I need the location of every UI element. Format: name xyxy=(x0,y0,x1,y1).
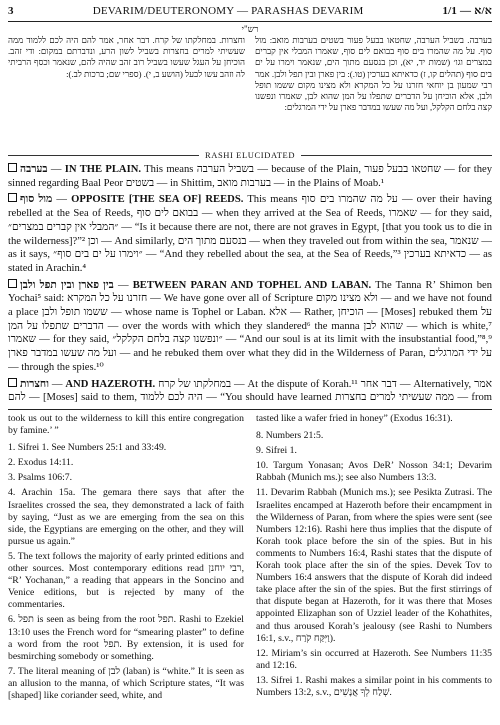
divider-line-right xyxy=(301,155,492,156)
footnote: 1. Sifrei 1. See Numbers 25:1 and 33:49. xyxy=(8,442,167,454)
footnote: 5. The text follows the majority of early printed editions and other sources. Most contemporary editions read רבי יוחנן, “R’ Yochanan,” a reading that appears in the Soncino and Venice editions, but is rejected by many of the commentaries. xyxy=(8,550,244,611)
entry-marker-icon xyxy=(8,193,17,202)
hebrew-column-right: בערבה. בשביל הערבה, שחטאו בבעל פעור בשטים בערבות מואב: מול סוף. על מה שהמרו בים סוף בבואם לים סוף, שאמרו המבלי אין קברים במצרים וגו׳ (שמות יד, יא), וכן בנסעם מתוך הים, שנאמר וימרו על ים בים סוף (תהלים קו, ז) כדאיתא בערכין (טו.): בין פארן ובין תפל ולבן. אמר רבי שמעון בן יוחאי חזרנו על כל המקרא ולא מצינו מקום ששמו תופל ולבן, אלא הוכיחן על הדברים שתפלו על המן שהוא לבן, שאמרו ונפשנו קצה בלחם הקלקל, ועל מה שעשו במדבר פארן על ידי המרגלים: xyxy=(255,35,492,113)
rashi-entry: בין פארן ובין תפל ולבן — BETWEEN PARAN AND TOPHEL AND LABAN. The Tanna R’ Shimon ben Yochai⁵ said: חזרנו על כל המקרא — We have gone over all of Scripture ולא מצינו מקום — and we have not found a place ששמו תופל ולבן — whose name is Tophel or Laban. אלא — Rather, הוכיחן — [Moses] rebuked them על הדברים שתפלו על המן — over the words with which they slandered⁶ the manna שהוא לבן — which is white,⁷ שאמרו — for they said, ״ונפשנו קצה בלחם הקלקל״ — “And our soul is at its limit with the insubstantial food,”⁸,⁹ ועל מה שעשו במדבר פארן — and he rebuked them over what they did in the Wilderness of Paran, על ידי המרגלים — through the spies.¹⁰ xyxy=(8,279,492,373)
footnote: 8. Numbers 21:5. xyxy=(256,430,324,442)
footnotes-divider xyxy=(8,409,492,410)
footnote: took us out to the wilderness to kill this entire congregation by famine.’ ” xyxy=(8,413,244,437)
entry-hebrew-lemma: מול סוף xyxy=(20,194,53,206)
header-divider xyxy=(8,21,492,22)
footnotes-column-right xyxy=(256,413,492,721)
page-number: 3 xyxy=(8,5,14,17)
entry-hebrew-lemma: בין פארן ובין תפל ולבן xyxy=(20,279,114,291)
book-title: DEVARIM/DEUTERONOMY — PARASHAS DEVARIM xyxy=(92,5,364,17)
footnotes xyxy=(8,413,492,721)
footnote: 12. Miriam’s sin occurred at Hazeroth. See Numbers 11:35 and 12:16. xyxy=(256,647,492,671)
entry-lemma: BETWEEN PARAN AND TOPHEL AND LABAN. xyxy=(132,279,372,291)
hebrew-rashi-text xyxy=(8,35,492,149)
footnote: 9. Sifrei 1. xyxy=(256,445,297,457)
entry-body: The Tanna R’ Shimon ben Yochai⁵ said: חזרנו על כל המקרא — We have gone over all of Scripture ולא מצינו מקום — and we have not found a place ששמו תופל ולבן — whose name is Tophel or Laban. אלא — Rather, הוכיחן — [Moses] rebuked them על הדברים שתפלו על המן — over the words with which they slandered⁶ the manna שהוא לבן — which is white,⁷ שאמרו — for they said, ״ונפשנו קצה בלחם הקלקל״ — “And our soul is at its limit with the insubstantial food,”⁸,⁹ ועל מה שעשו במדבר פארן — and he rebuked them over what they did in the Wilderness of Paran, על ידי המרגלים — through the spies.¹⁰ xyxy=(8,279,492,373)
entry-lemma: IN THE PLAIN. xyxy=(64,164,142,175)
rashi-entry: בערבה — IN THE PLAIN. This means בשביל הערבה — because of the Plain, שחטאו בבעל פעור — for they sinned regarding Baal Peor בשטים — in Shittim, בערבות מואב — in the Plains of Moab.¹ xyxy=(8,164,492,189)
elucidated-divider xyxy=(8,149,492,161)
entry-hebrew-lemma: בערבה xyxy=(20,164,48,175)
footnote: tasted like a wafer fried in honey” (Exodus 16:31). xyxy=(256,413,453,424)
entry-marker-icon xyxy=(8,279,17,288)
entry-lemma: AND HAZEROTH. xyxy=(65,378,156,390)
elucidated-label: RASHI ELUCIDATED xyxy=(204,150,296,160)
chapter-verse: 1/1 — א/א xyxy=(442,5,492,17)
footnote: 4. Arachin 15a. The gemara there says that after the Israelites crossed the sea, they demonstrated a lack of faith by saying, “Just as we are emerging from the sea on this side, the Egyptians are emerging on the other, and they will pursue us again.” xyxy=(8,487,244,547)
running-header xyxy=(8,5,492,19)
entry-body: במחלקתו של קרח — At the dispute of Korah.¹¹ דבר אחר — Alternatively, אמר להם — [Moses] said to them, היה לכם ללמוד — “You should have learned ממה שעשיתי למרים בחצרות — from xyxy=(8,378,492,403)
entry-lemma: OPPOSITE [THE SEA OF] REEDS. xyxy=(71,194,244,206)
entry-marker-icon xyxy=(8,378,17,387)
rashi-heading: רש"י xyxy=(241,24,259,34)
entry-hebrew-lemma: וחצרות xyxy=(20,378,49,390)
footnotes-column-left xyxy=(8,413,244,721)
hebrew-column-left: וחצרות. במחלקתו של קרח. דבר אחר, אמר להם היה לכם ללמוד ממה שעשיתי למרים בחצרות בשביל לשון הרע, ונדברתם במקום: ודי זהב. הוכיחן על העגל שעשו בשביל רוב זהב שהיה להם, שנאמר וכסף הרביתי לה וזהב עשו לבעל (הושע ב, י). (ספרי שם; ברכות לב.): xyxy=(8,35,245,79)
footnote: 2. Exodus 14:11. xyxy=(8,457,74,469)
rashi-entry: מול סוף — OPPOSITE [THE SEA OF] REEDS. This means על מה שהמרו בים סוף — over their having rebelled at the Sea of Reeds, בבואם לים סוף — when they arrived at the Sea of Reeds, שאמרו — for they said, ״המבלי אין קברים במצרים״ — “Is it because there are not, there are not graves in Egypt, [that you took us to die in the wilderness]?”² וכן — And similarly, בנסעם מתוך הים — when they traveled out from within the sea, שנאמר — as it says, ״וימרו על ים בים סוף״ — “And they rebelled about the sea, at the Sea of Reeds,”³ כדאיתא בערכין — as stated in Arachin.⁴ xyxy=(8,194,492,274)
footnote: 3. Psalms 106:7. xyxy=(8,472,73,484)
divider-line-left xyxy=(8,155,199,156)
english-elucidation xyxy=(8,163,492,403)
footnote: 6. תפל is seen as being from the root תפל. Rashi to Ezekiel 13:10 uses the French word for “smearing plaster” to define a word from the root תפל. By extension, it is used for besmirching somebody or something. xyxy=(8,614,244,662)
footnote: 10. Targum Yonasan; Avos DeR’ Nosson 34:1; Devarim Rabbah (Munich ms.); see also Numbers 13:3. xyxy=(256,460,492,484)
rashi-entry: וחצרות — AND HAZEROTH. במחלקתו של קרח — At the dispute of Korah.¹¹ דבר אחר — Alternatively, אמר להם — [Moses] said to them, היה לכם ללמוד — “You should have learned ממה שעשיתי למרים בחצרות — from xyxy=(8,378,492,403)
footnote: 7. The literal meaning of לבן (laban) is “white.” It is seen as an allusion to the manna, of which Scripture states, “It was [shaped] like coriander seed, white, and xyxy=(8,665,244,701)
footnote: 13. Sifrei 1. Rashi makes a similar point in his comments to Numbers 13:2, s.v., שְׁלַח לְךָ אֲנָשִׁים. xyxy=(256,674,492,698)
footnote: 11. Devarim Rabbah (Munich ms.); see Pesikta Zutrasi. The Israelites encamped at Hazeroth before their encampment in the Wilderness of Paran, from where the spies were sent (see Numbers 12:16). Rashi here thus implies that the dispute of Korah took place before the sin of the spies. But in his comments to Numbers 16:4, Rashi states that the dispute of Korah took place after the sin of the spies. Devek Tov to Numbers 16:4 answers that the dispute of Korah did indeed take place after the sin of the spies. But the first stirrings of that dispute began at Hazeroth, for it was there that Moses appointed Elizaphan son of Uzziel leader of the Kohathites, and thus aroused Korah’s jealousy (see Rashi to Numbers 16:1, s.v., וַיִּקַּח קֹרַח). xyxy=(256,487,492,644)
entry-marker-icon xyxy=(8,163,17,172)
entry-body: This means על מה שהמרו בים סוף — over their having rebelled at the Sea of Reeds, בבואם לים סוף — when they arrived at the Sea of Reeds, שאמרו — for they said, ״המבלי אין קברים במצרים״ — “Is it because there are not, there are not graves in Egypt, [that you took us to die in the wilderness]?”² וכן — And similarly, בנסעם מתוך הים — when they traveled out from within the sea, שנאמר — as it says, ״וימרו על ים בים סוף״ — “And they rebelled about the sea, at the Sea of Reeds,”³ כדאיתא בערכין — as stated in Arachin.⁴ xyxy=(8,194,492,274)
entry-body: This means בשביל הערבה — because of the Plain, שחטאו בבעל פעור — for they sinned regarding Baal Peor בשטים — in Shittim, בערבות מואב — in the Plains of Moab.¹ xyxy=(8,164,492,189)
